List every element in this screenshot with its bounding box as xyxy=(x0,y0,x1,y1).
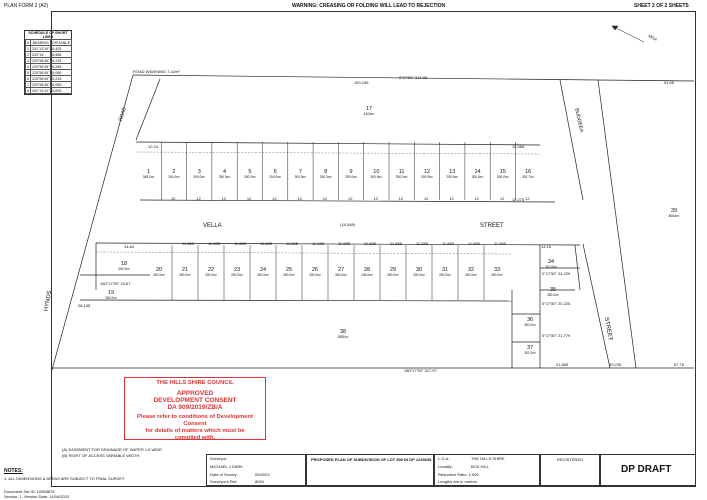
frontage-dim: 12 xyxy=(246,196,252,201)
lot-number: 39 xyxy=(670,208,678,214)
schedule-cell: 5 xyxy=(27,70,29,75)
schedule-cell: 6.825 xyxy=(51,88,72,94)
lot-area: 280.0m² xyxy=(547,293,559,297)
lot-area: 300.0m² xyxy=(105,296,117,300)
lot-33 xyxy=(491,267,509,277)
lot-35 xyxy=(547,287,565,297)
schedule-cell: 3 xyxy=(27,58,29,63)
lot35-bearing: 0°17'50" 20.225 xyxy=(542,301,571,306)
lot-number: 19 xyxy=(107,290,115,296)
lot-36 xyxy=(524,317,542,327)
schedule-cell: 8.485 xyxy=(51,52,72,58)
schedule-cell: 5.215 xyxy=(51,76,72,82)
lot-3 xyxy=(193,169,211,179)
lot-14 xyxy=(471,169,490,179)
bottom-dim-a: 21.865 xyxy=(556,362,569,367)
lot-number: 3 xyxy=(197,169,201,175)
footer-version: Version: 1, Version Date: 14/04/2023 xyxy=(4,494,70,499)
lot34-width: 14.16 xyxy=(541,244,552,249)
lot-number: 23 xyxy=(233,267,241,273)
lot-area: 300.0m² xyxy=(465,273,477,277)
lot-area: 351.7m² xyxy=(522,175,534,179)
lot34-bearing: 0°17'50" 24.229 xyxy=(542,271,571,276)
lot-34 xyxy=(545,259,563,269)
sheet-number: SHEET 2 OF 2 SHEETS xyxy=(634,3,689,9)
lot-number: 33 xyxy=(493,267,501,273)
lot-number: 22 xyxy=(207,267,215,273)
frontage-dim: 11.885 xyxy=(234,241,246,246)
frontage-dim: 11.885 xyxy=(390,241,402,246)
lot-area: 300.0m² xyxy=(496,175,509,179)
road-widening-label: ROAD WIDENING 7.42m² xyxy=(133,69,180,74)
frontage-dim: 12 xyxy=(373,196,378,201)
lot-area: 351.0m² xyxy=(524,351,536,355)
schedule-cell: 2 xyxy=(27,52,29,57)
lot-number: 4 xyxy=(223,169,227,175)
frontage-dim: 12 xyxy=(221,196,226,201)
schedule-cell: 243°14' xyxy=(31,52,51,58)
frontage-dim: 11.885 xyxy=(182,241,194,246)
lot-20 xyxy=(153,267,171,277)
lot-28 xyxy=(361,267,379,277)
lot-area: 300.0m² xyxy=(491,273,503,277)
lot-21 xyxy=(179,267,197,277)
lot-10 xyxy=(370,169,388,179)
registered-label: REGISTERED xyxy=(557,457,584,462)
lot-number: 38 xyxy=(339,329,347,335)
lot-area: 3081m² xyxy=(337,335,349,339)
lot-15 xyxy=(496,169,515,179)
surveyor-name: MICHAEL J DARK xyxy=(210,464,243,469)
warning-text: WARNING: CREASING OR FOLDING WILL LEAD TO REJECTION xyxy=(292,3,446,9)
lot37-bearing: 0°17'50" 21.779 xyxy=(542,333,571,338)
surveyor-block xyxy=(206,454,306,486)
lot-area: 300.0m² xyxy=(370,175,383,179)
north-label: MGA xyxy=(647,33,658,42)
notes-item: 1. ALL DIMENSIONS & AREAS ARE SUBJECT TO FINAL SURVEY xyxy=(4,476,125,481)
lot-area: 300.0m² xyxy=(335,273,347,277)
schedule-cell: 315°58'45" xyxy=(32,76,50,81)
lot-18 xyxy=(118,261,136,271)
lot-area: 300.0m² xyxy=(413,273,425,277)
consent-approved: APPROVED xyxy=(176,390,214,397)
schedule-cell: 4 xyxy=(27,64,29,69)
lot-number: 34 xyxy=(547,259,555,265)
lot-31 xyxy=(439,267,457,277)
bottom-dim-b: 30.235 xyxy=(609,362,622,367)
left-width-dim: 12.24 xyxy=(148,144,159,149)
lot-area: 300.0m² xyxy=(283,273,295,277)
frontage-dim: 11.885 xyxy=(364,241,376,246)
plan-title: PROPOSED PLAN OF SUBDIVISION OF LOT 800 IN DP 1245635 xyxy=(311,457,432,462)
schedule-cell: 6.065 xyxy=(51,70,72,76)
schedule-col-distance: DISTANCE xyxy=(52,40,71,45)
lot-area: 4424m² xyxy=(363,112,375,116)
schedule-cell: 6.288 xyxy=(51,64,72,70)
survey-date-label: Date of Survey: xyxy=(210,472,238,477)
lot-number: 25 xyxy=(285,267,293,273)
plan-title-block xyxy=(306,454,434,486)
frontage-dim: 12 xyxy=(525,196,530,201)
schedule-cell: 5.215 xyxy=(51,58,72,64)
lot-30 xyxy=(413,267,431,277)
notes-title: NOTES: xyxy=(4,468,23,474)
lot18-width: 14.84 xyxy=(124,244,135,249)
lot-number: 17 xyxy=(365,106,373,112)
lot-number: 18 xyxy=(120,261,128,267)
frontage-dim: 11.885 xyxy=(286,241,298,246)
lot-number: 35 xyxy=(549,287,557,293)
lot-16 xyxy=(522,169,540,179)
lot-6 xyxy=(269,169,287,179)
lga-block xyxy=(434,454,540,486)
lot-area: 300.0m² xyxy=(168,175,180,179)
frontage-dim: 11.885 xyxy=(208,241,220,246)
frontage-dim: 11.885 xyxy=(312,241,324,246)
locality-label: Locality: xyxy=(438,464,453,469)
schedule-cell: 8 xyxy=(27,88,29,93)
lot-1 xyxy=(142,169,161,179)
frontage-dim: 11.885 xyxy=(468,241,480,246)
lot-number: 24 xyxy=(259,267,267,273)
lga-label: L.G.A.: xyxy=(438,456,451,461)
lot-area: 300.0m² xyxy=(294,175,307,179)
schedule-cell: 331°13'10" xyxy=(32,88,50,93)
bottom-bearing: 180°17'50" 317.97 xyxy=(404,368,437,373)
top-bearing: 0°17'50" 341.05 xyxy=(399,75,428,80)
lot-number: 2 xyxy=(172,169,176,175)
surveyor-ref: 8094 xyxy=(255,479,264,484)
schedule-cell: 225°58'45" xyxy=(32,70,50,75)
lot-number: 5 xyxy=(248,169,252,175)
frontage-dim: 12 xyxy=(170,196,176,201)
schedule-col-num: # xyxy=(27,40,29,45)
vella-street-label-2: STREET xyxy=(480,223,504,229)
lot-23 xyxy=(231,267,249,277)
lot-26 xyxy=(309,267,327,277)
lot-area: 250.0m² xyxy=(395,175,408,179)
north-arrow xyxy=(612,26,644,42)
frontage-dim: 12 xyxy=(398,196,404,201)
lot16-width: 12.465 xyxy=(512,144,525,149)
lot-number: 6 xyxy=(273,169,277,175)
lot-number: 28 xyxy=(363,267,371,273)
lot-number: 14 xyxy=(474,169,481,175)
schedule-cell: 225°58'45" xyxy=(32,82,50,87)
lot-area: 310.0m² xyxy=(545,265,557,269)
frontage-dim: 11.885 xyxy=(338,241,350,246)
lot-4 xyxy=(218,169,237,179)
lot-number: 32 xyxy=(467,267,475,273)
frontage-dim: 11.885 xyxy=(416,241,428,246)
schedule-cell: 225°58'45" xyxy=(32,64,50,69)
lot-number: 8 xyxy=(324,169,328,175)
frontage-dim: 12 xyxy=(297,196,302,201)
lot-13 xyxy=(446,169,464,179)
lot-area: 300.0m² xyxy=(471,175,484,179)
lot-area: 300.0m² xyxy=(193,175,206,179)
lot-39 xyxy=(668,208,686,218)
street-right-label: STREET xyxy=(602,316,613,342)
lot-37 xyxy=(524,345,542,355)
lot-number: 31 xyxy=(441,267,449,273)
frontage-dim: 12 xyxy=(196,196,201,201)
lot-number: 27 xyxy=(337,267,345,273)
lot-number: 37 xyxy=(526,345,534,351)
lot18-bearing: 180°17'50" 24.67 xyxy=(100,281,131,286)
top-right-dim: 91.65 xyxy=(664,80,675,85)
plan-form-label: PLAN FORM 2 (A2) xyxy=(4,3,49,9)
frontage-dim: 12 xyxy=(449,196,454,201)
draft-block xyxy=(600,454,696,486)
top-left-dim: 153.165 xyxy=(354,80,369,85)
frontage-dim: 12 xyxy=(348,196,353,201)
locality-value: BOX HILL xyxy=(471,464,490,469)
lot-area: 250.0m² xyxy=(231,273,243,277)
frontage-dim: 12 xyxy=(272,196,277,201)
lot-32 xyxy=(465,267,483,277)
registered-block xyxy=(540,454,600,486)
lot-19 xyxy=(105,290,123,300)
lot-area: 8064m² xyxy=(668,214,680,218)
lot-area: 300.0m² xyxy=(309,273,321,277)
lot-area: 300.0m² xyxy=(243,175,256,179)
lot-number: 29 xyxy=(389,267,397,273)
lot-22 xyxy=(205,267,223,277)
surveyor-label: Surveyor: xyxy=(210,456,228,461)
lot-area: 300.0m² xyxy=(153,273,165,277)
frontage-dim: 12 xyxy=(474,196,479,201)
lot-area: 300.0m² xyxy=(345,175,357,179)
consent-note-2: for details of matters which must be xyxy=(145,428,245,434)
lot-number: 30 xyxy=(415,267,423,273)
schedule-cell: 6.425 xyxy=(51,46,72,52)
lot-area: 300.0m² xyxy=(118,267,130,271)
road-label: ROAD xyxy=(117,106,128,123)
hynds-road-label: HYNDS xyxy=(43,290,54,312)
lot-7 xyxy=(294,169,312,179)
lot-area: 300.0m² xyxy=(205,273,217,277)
reduction-ratio: Reduction Ratio: 1:500 xyxy=(438,472,479,477)
lot-29 xyxy=(387,267,405,277)
frontage-dim: 12 xyxy=(499,196,505,201)
frontage-dim: 12 xyxy=(322,196,328,201)
consent-note-1: Please refer to conditions of Development Consent xyxy=(137,414,253,427)
lot-number: 20 xyxy=(155,267,163,273)
lot-number: 7 xyxy=(298,169,302,175)
lot-9 xyxy=(345,169,363,179)
frontage-dim: 11.885 xyxy=(260,241,272,246)
lot-27 xyxy=(335,267,353,277)
surveyor-ref-label: Surveyor's Ref: xyxy=(210,479,238,484)
schedule-cell: 6 xyxy=(27,76,29,81)
legend-easement: (A) EASEMENT FOR DRAINAGE OF WATER 1.5 WIDE xyxy=(62,447,162,452)
schedule-cell: 331°13'10" xyxy=(32,46,50,51)
lot-2 xyxy=(168,169,186,179)
lot-area: 250.0m² xyxy=(218,175,231,179)
lot-8 xyxy=(319,169,338,179)
lot-area: 250.0m² xyxy=(446,175,459,179)
lot-25 xyxy=(283,267,301,277)
vella-street-width: (18.048) xyxy=(340,222,355,227)
lot-11 xyxy=(395,169,414,179)
lot-24 xyxy=(257,267,275,277)
bottom-dim-c: 67.76 xyxy=(674,362,685,367)
legend-access: (B) RIGHT OF ACCESS VARIABLE WIDTH xyxy=(62,453,140,458)
schedule-cell: 1 xyxy=(27,46,29,51)
consent-council: THE HILLS SHIRE COUNCIL xyxy=(156,380,234,386)
lot-12 xyxy=(421,169,439,179)
lot-area: 300.0m² xyxy=(421,175,433,179)
lot-number: 9 xyxy=(349,169,353,175)
lot-number: 36 xyxy=(526,317,534,323)
schedule-col-bearing: BEARING xyxy=(31,40,51,46)
development-consent-stamp xyxy=(124,377,266,440)
lga-value: THE HILLS SHIRE xyxy=(471,456,505,461)
schedule-title: SCHEDULE OF SHORT LINES xyxy=(28,31,68,39)
lot-area: 300.0m² xyxy=(257,273,269,277)
lot-5 xyxy=(243,169,262,179)
lot-number: 21 xyxy=(181,267,189,273)
consent-da-number: DA 909/2019/ZB/A xyxy=(167,404,223,411)
frontage-dim: 11.885 xyxy=(442,241,454,246)
lot-area: 250.0m² xyxy=(319,175,332,179)
footer-doc-id: Document Set ID: 10068876 xyxy=(4,489,55,494)
lot-area: 300.0m² xyxy=(179,273,191,277)
lot-number: 12 xyxy=(423,169,430,175)
survey-date: 09/2023 xyxy=(255,472,270,477)
lot-area: 300.0m² xyxy=(524,323,536,327)
frontage-dim: 12 xyxy=(423,196,429,201)
consent-note-3: complied with. xyxy=(174,435,216,441)
lot-number: 15 xyxy=(499,169,506,175)
lot-area: 236.0m² xyxy=(361,273,373,277)
lot-38 xyxy=(337,329,355,339)
lot-area: 300.0m² xyxy=(387,273,399,277)
consent-title: DEVELOPMENT CONSENT xyxy=(153,397,237,404)
schedule-cell: 7 xyxy=(27,82,29,87)
lot-area: 348.1m² xyxy=(142,175,155,179)
frontage-dim: 11.885 xyxy=(494,241,506,246)
lot19-dim: 26.145 xyxy=(78,303,91,308)
lot-17 xyxy=(363,106,381,116)
lot-number: 10 xyxy=(373,169,380,175)
schedule-cell: 6.065 xyxy=(51,82,72,88)
lot16-front: 12.275 xyxy=(512,197,525,202)
budgeea-road-label: BUDGEEA xyxy=(573,107,585,133)
lot-number: 13 xyxy=(449,169,456,175)
lot-number: 26 xyxy=(311,267,319,273)
lot-number: 1 xyxy=(147,169,151,175)
lot-number: 11 xyxy=(398,169,405,175)
schedule-cell: 225°58'45" xyxy=(32,58,50,63)
lot-number: 16 xyxy=(525,169,532,175)
vella-street-label: VELLA xyxy=(203,223,222,229)
lot-area: 250.0m² xyxy=(269,175,281,179)
lengths-note: Lengths are in metres. xyxy=(438,479,478,484)
lot-area: 250.0m² xyxy=(439,273,451,277)
dp-draft-label: DP DRAFT xyxy=(621,464,672,475)
